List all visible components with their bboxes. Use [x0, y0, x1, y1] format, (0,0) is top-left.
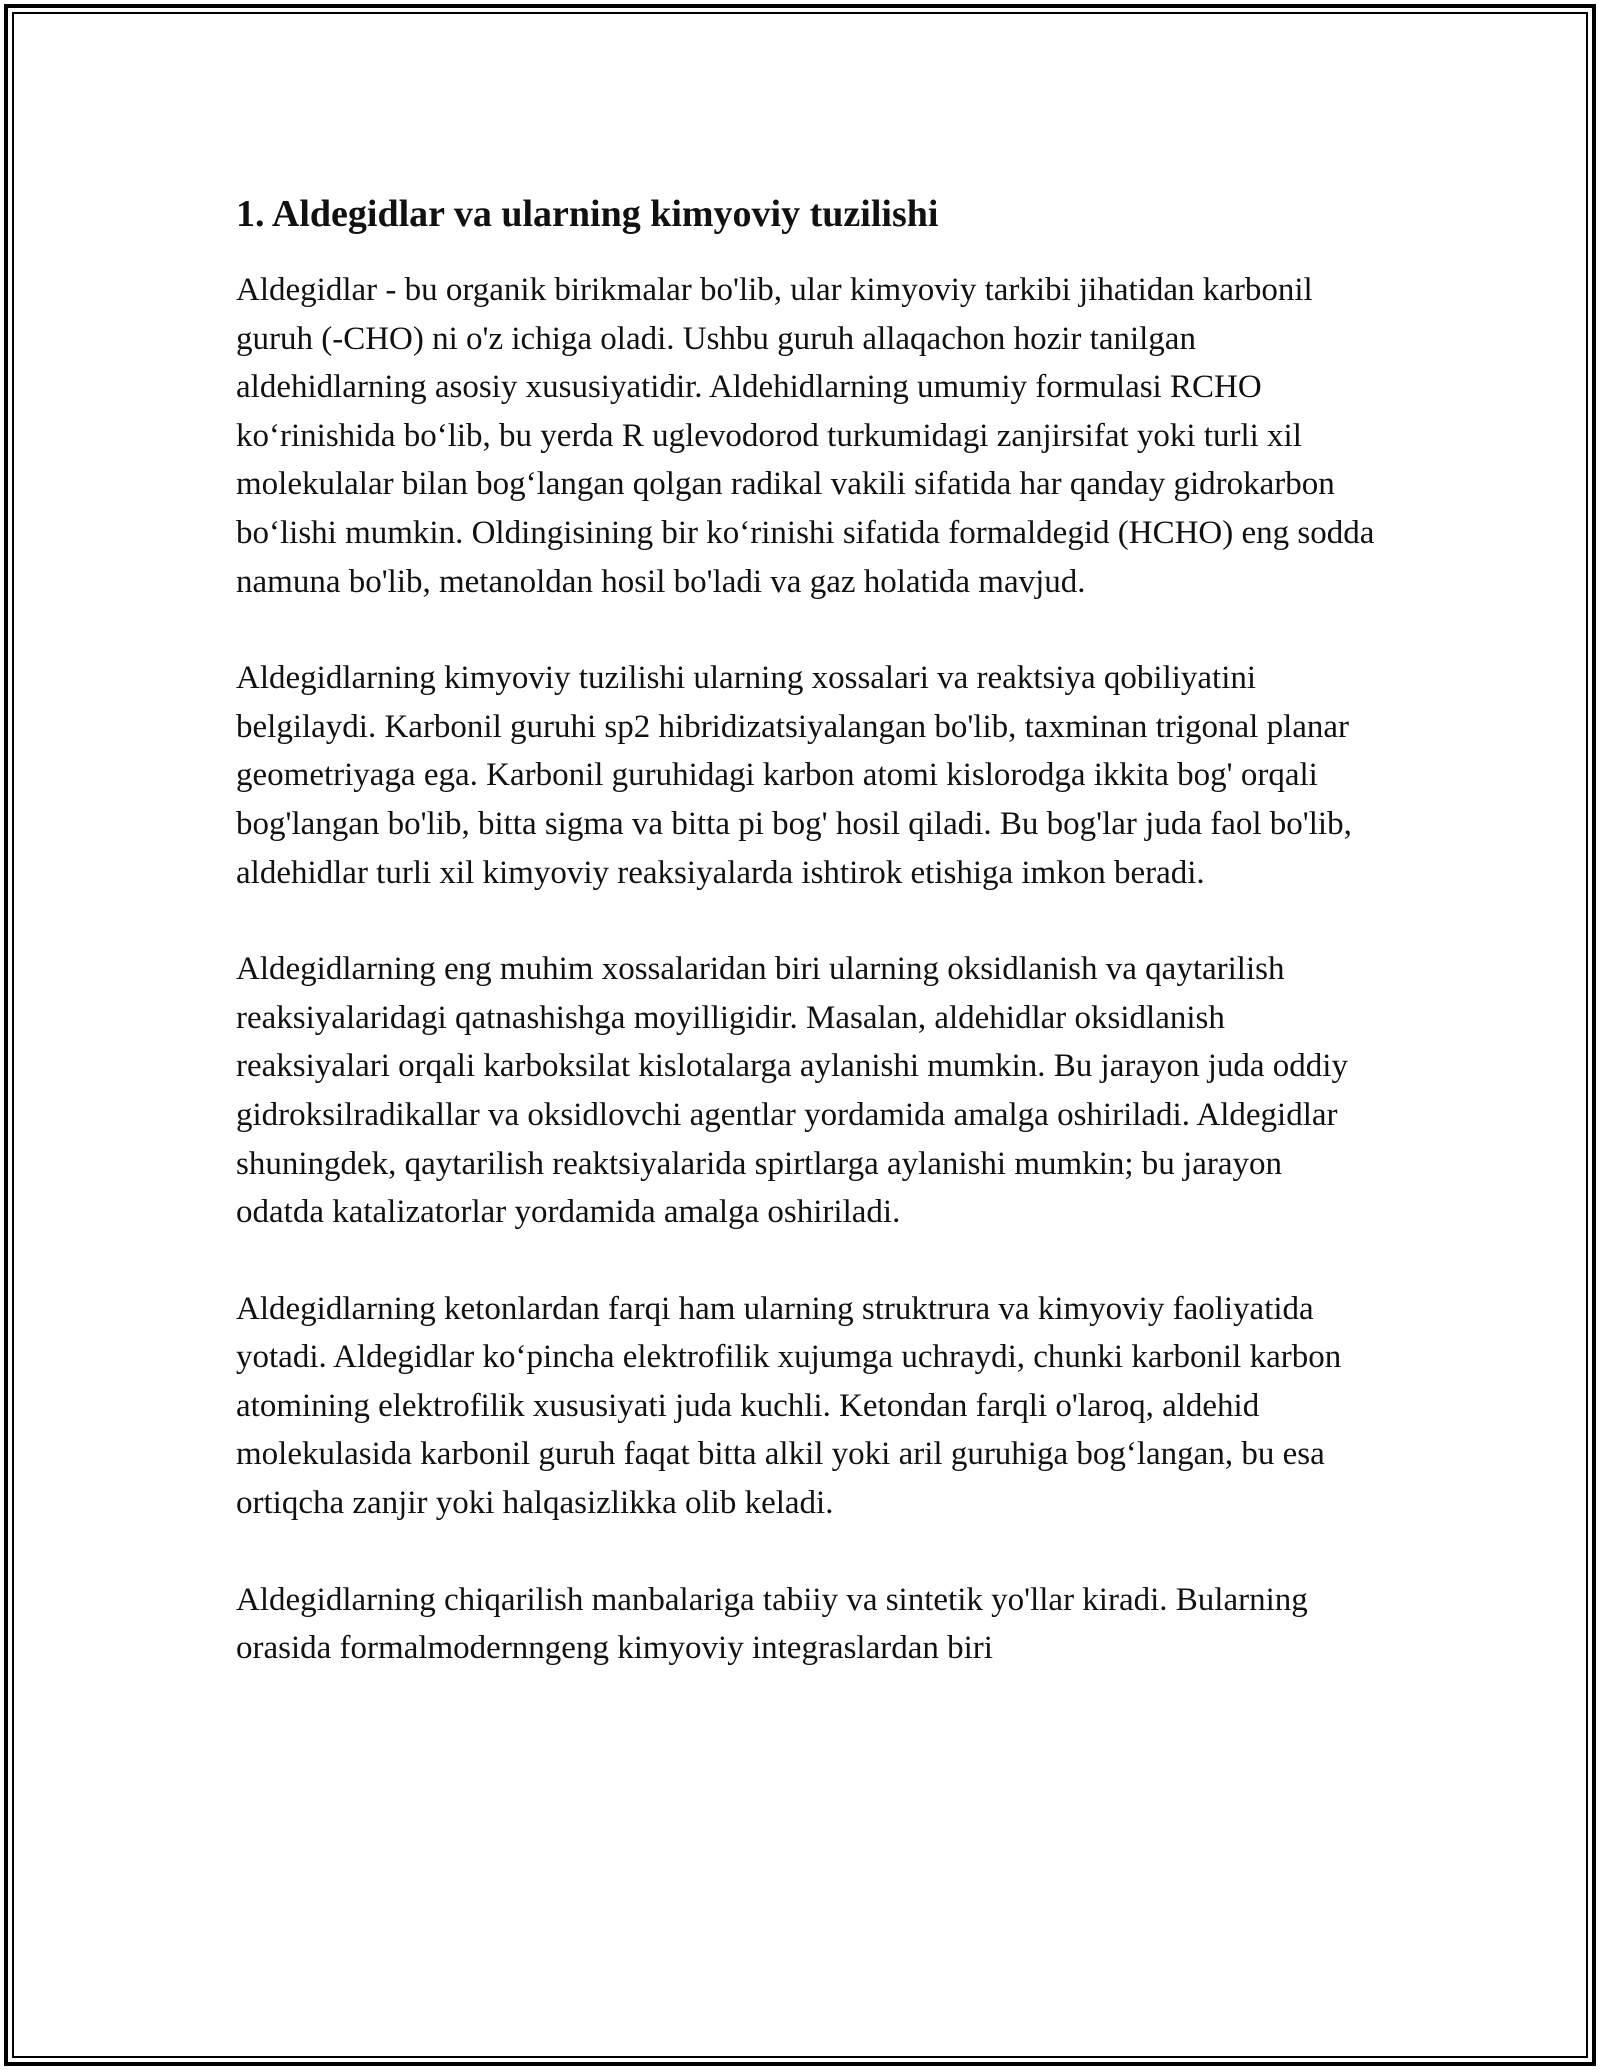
paragraph-definition: Aldegidlar - bu organik birikmalar bo'lib, ular kimyoviy tarkibi jihatidan karbonil guruh (-CHO) ni o'z ichiga oladi. Ushbu guruh allaqachon hozir tanilgan aldehidlarning asosiy xususiyatidir. Aldehidlarning umumiy formulasi RCHO koʻrinishida boʻlib, bu yerda R uglevodorod turkumidagi zanjirsifat yoki turli xil molekulalar bilan bogʻlangan qolgan radikal vakili sifatida har qanday gidrokarbon boʻlishi mumkin. Oldingisining bir koʻrinishi sifatida formaldegid (HCHO) eng sodda namuna bo'lib, metanoldan hosil bo'ladi va gaz holatida mavjud. — [236, 272, 1375, 600]
section-heading: 1. Aldegidlar va ularning kimyoviy tuzilishi — [236, 193, 939, 235]
paragraph-ketone-comparison: Aldegidlarning ketonlardan farqi ham ularning struktrura va kimyoviy faoliyatida yotadi. Aldegidlar koʻpincha elektrofilik xujumga uchraydi, chunki karbonil karbon atomining elektrofilik xususiyati juda kuchli. Ketondan farqli o'laroq, aldehid molekulasida karbonil guruh faqat bitta alkil yoki aril guruhiga bogʻlangan, bu esa ortiqcha zanjir yoki halqasizlikka olib keladi. — [236, 1290, 1342, 1522]
paragraph-redox-properties: Aldegidlarning eng muhim xossalaridan biri ularning oksidlanish va qaytarilish reaksiyalaridagi qatnashishga moyilligidir. Masalan, aldehidlar oksidlanish reaksiyalari orqali karboksilat kislotalarga aylanishi mumkin. Bu jarayon juda oddiy gidroksilradikallar va oksidlovchi agentlar yordamida amalga oshiriladi. Aldegidlar shuningdek, qaytarilish reaktsiyalarida spirtlarga aylanishi mumkin; bu jarayon odatda katalizatorlar yordamida amalga oshiriladi. — [236, 951, 1348, 1231]
paragraph-sources: Aldegidlarning chiqarilish manbalariga tabiiy va sintetik yo'llar kiradi. Bularning orasida formalmodernngeng kimyoviy integraslardan biri — [236, 1581, 1308, 1667]
paragraph-structure: Aldegidlarning kimyoviy tuzilishi ularning xossalari va reaktsiya qobiliyatini belgilaydi. Karbonil guruhi sp2 hibridizatsiyalangan bo'lib, taxminan trigonal planar geometriyaga ega. Karbonil guruhidagi karbon atomi kislorodga ikkita bog' orqali bog'langan bo'lib, bitta sigma va bitta pi bog' hosil qiladi. Bu bog'lar juda faol bo'lib, aldehidlar turli xil kimyoviy reaksiyalarda ishtirok etishiga imkon beradi. — [236, 660, 1352, 891]
document-body — [236, 184, 1376, 1673]
